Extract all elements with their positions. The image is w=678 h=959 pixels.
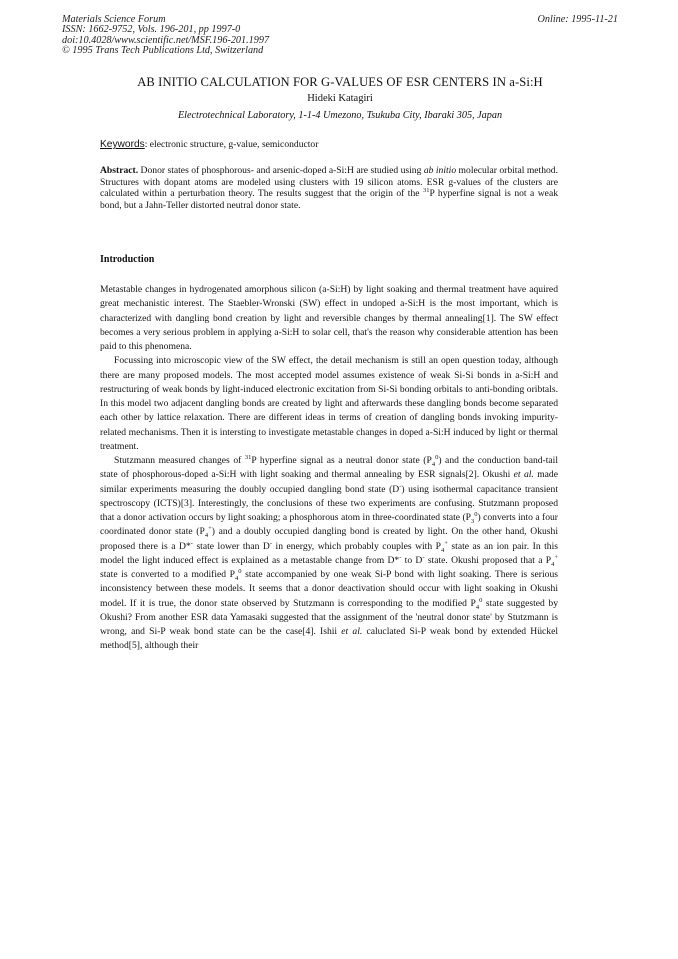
superscript: - bbox=[422, 553, 425, 561]
text-run: caluclated Si-P weak bond by extended Hückel method[5], although their bbox=[100, 626, 559, 652]
text-run: state as an ion pair. In this model the light induced effect is explained as a metastable change from D* bbox=[100, 540, 558, 566]
subscript: 4 bbox=[235, 574, 239, 582]
subscript: 3 bbox=[471, 517, 475, 525]
subscript: 4 bbox=[431, 460, 436, 468]
keywords-label: Keywords bbox=[100, 139, 145, 150]
section-heading-introduction: Introduction bbox=[100, 254, 155, 265]
superscript: + bbox=[554, 553, 558, 561]
abstract-text: Donor states of phosphorous- and arsenic-doped a-Si:H are studied using bbox=[138, 165, 424, 176]
subscript: 4 bbox=[440, 546, 445, 554]
abstract bbox=[100, 165, 558, 211]
superscript: - bbox=[269, 539, 273, 547]
online-date: Online: 1995-11-21 bbox=[537, 14, 618, 25]
italic-text: et al. bbox=[341, 626, 363, 637]
text-run: state. Okushi proposed that a P bbox=[424, 554, 552, 566]
text-run: in energy, which probably couples with P bbox=[272, 540, 441, 552]
publication-header bbox=[62, 15, 618, 57]
superscript: - bbox=[399, 482, 402, 490]
text-run: P hyperfine signal as a neutral donor state (P bbox=[251, 455, 432, 466]
paper-title: AB INITIO CALCULATION FOR G-VALUES OF ESR CENTERS IN a-Si:H bbox=[137, 75, 543, 89]
text-run: ) using isothermal capacitance transient spectroscopy (ICTS)[3]. Interestingly, the conclusions of these two experiments are confusing. Stutzmann proposed that a donor activation occurs by light soaking; a phosphorous atom in three-coordinated state (P bbox=[100, 483, 558, 523]
superscript: + bbox=[208, 525, 212, 533]
superscript: - bbox=[190, 539, 193, 547]
superscript: 0 bbox=[474, 510, 478, 518]
superscript: 0 bbox=[238, 567, 242, 575]
subscript: 4 bbox=[551, 560, 555, 568]
superscript: 0 bbox=[435, 453, 439, 461]
text-run: state suggested by Okushi? From another ESR data Yamasaki suggested that the assignment of the 'neutral donor state' by Stutzmann is wrong, and Si-P weak bond state can be the case[4]. Ishii bbox=[100, 597, 558, 637]
subscript: 4 bbox=[204, 532, 209, 540]
subscript: 4 bbox=[475, 603, 480, 611]
keywords-text: : electronic structure, g-value, semiconductor bbox=[144, 139, 319, 150]
paragraph: Focussing into microscopic view of the SW effect, the detail mechanism is still an open question today, although there are many proposed models. The most accepted model assumes existence of weak Si-Si bonds in a-Si:H and restructuring of weak bonds by light-induced electronic excitation from Si-Si bonding orbitals to anti-bonding oribtals. In this model two adjacent dangling bonds are created by light and afterwards these dangling bonds become separated each other by lattice relaxation. There are different ideas in terms of creation of dangling bonds invoking impurity-related mechanisms. Then it is intersting to investigate metastable changes in doped a-Si:H induced by light or thermal treatment. bbox=[100, 355, 558, 452]
abstract-text: P hyperfine signal is not a weak bond, but a Jahn-Teller distorted neutral donor state. bbox=[100, 188, 558, 211]
italic-text: et al. bbox=[513, 469, 534, 481]
author-affiliation: Electrotechnical Laboratory, 1-1-4 Umezono, Tsukuba City, Ibaraki 305, Japan bbox=[177, 110, 503, 121]
superscript: + bbox=[444, 539, 448, 547]
introduction-body bbox=[100, 283, 558, 654]
text-run: made similar experiments measuring the doubly occupied dangling bond state (D bbox=[100, 469, 558, 495]
text-run: ) and a doubly occupied dangling bond is created by light. On the other hand, Okushi proposed there is a D* bbox=[100, 526, 558, 552]
author-name: Hideki Katagiri bbox=[307, 93, 373, 104]
text-run: to D bbox=[401, 554, 423, 566]
text-run: state accompanied by one weak Si-P bond with light soaking. There is serious inconsistency between these models. It seems that a donor deactivation should occur with light soaking in Okushi model. If it is true, the donor state observed by Stutzmann is corresponding to the modified P bbox=[100, 569, 558, 609]
doi-link[interactable]: doi:10.4028/www.scientific.net/MSF.196-201.1997 bbox=[62, 34, 270, 46]
abstract-label: Abstract. bbox=[100, 165, 139, 176]
text-run: ) and the conduction band-tail state of phosphorous-doped a-Si:H with light soaking and thermal annealing by ESR signals[2]. Okushi bbox=[100, 455, 558, 481]
paragraph: Metastable changes in hydrogenated amorphous silicon (a-Si:H) by light soaking and thermal treatment have aquired great mechanistic interest. The Staebler-Wronski (SW) effect in undoped a-Si:H is the most important, which is characterized with dangling bond creation by light and reversible changes by thermal annealing[1]. The SW effect becomes a very serious problem in applying a-Si:H to solar cell, that's the reason why considerable attention has been paid to this phenomena. bbox=[100, 284, 558, 352]
superscript: 31 bbox=[244, 453, 252, 461]
journal-name: Materials Science Forum bbox=[62, 14, 166, 25]
abstract-text: molecular orbital method. Structures with dopant atoms are modeled using clusters with 19 silicon atoms. ESR g-values of the clusters are calculated within a perturbation theory. The results suggest that the origin of the bbox=[100, 165, 558, 200]
superscript: 31 bbox=[422, 187, 430, 194]
superscript: - bbox=[399, 553, 402, 561]
abstract-italic: ab initio bbox=[423, 165, 457, 176]
text-run: Stutzmann measured changes of bbox=[114, 455, 245, 466]
text-run: state is converted to a modified P bbox=[100, 569, 235, 580]
text-run: ) converts into a four coordinated donor state (P bbox=[100, 512, 558, 538]
paragraph bbox=[100, 454, 558, 654]
superscript: 0 bbox=[479, 596, 483, 604]
text-run: state lower than D bbox=[192, 540, 270, 552]
copyright-line: © 1995 Trans Tech Publications Ltd, Switzerland bbox=[62, 45, 264, 57]
keywords-line bbox=[100, 139, 580, 150]
issn-line: ISSN: 1662-9752, Vols. 196-201, pp 1997-0 bbox=[62, 24, 241, 36]
